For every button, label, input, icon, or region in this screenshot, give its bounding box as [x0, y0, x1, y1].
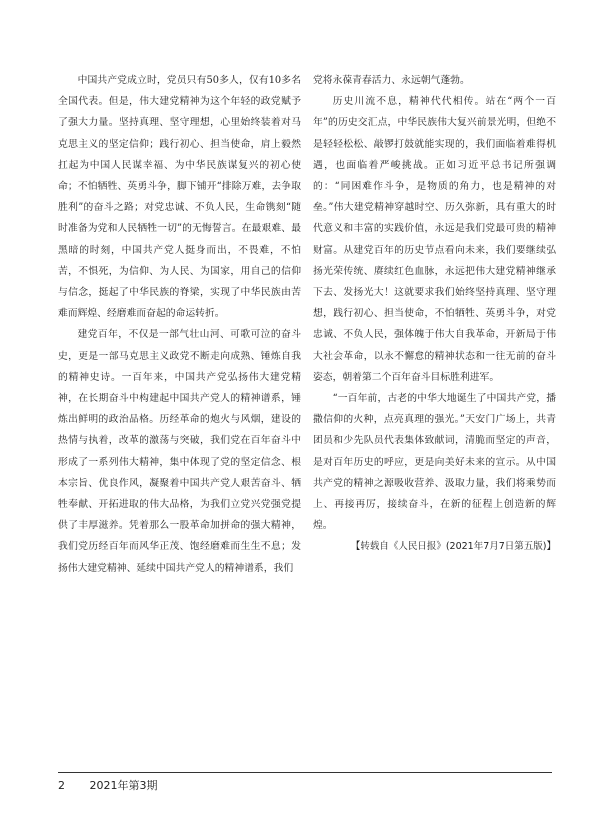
page-number: 2 — [58, 779, 65, 792]
paragraph-2-continued: 党将永葆青春活力、永远朝气蓬勃。 — [313, 75, 470, 86]
paragraph-2: 建党百年，不仅是一部气壮山河、可歌可泣的奋斗史，更是一部马克思主义政党不断走向成熟、锤炼自我的精神史诗。一百年来，中国共产党弘扬伟大建党精神，在长期奋斗中构建起中国共产党人的精神谱系，锤炼出鲜明的政治品格。历经革命的炮火与风烟，建设的热情与执着，改革的激荡与突破，我们党在百年奋斗中形成了一系列伟大精神，集中体现了党的坚定信念、根本宗旨、优良作风，凝聚着中国共产党人艰苦奋斗、牺牲奉献、开拓进取的伟大品格，为我们立党兴党强党提供了丰厚滋养。凭着那么一股革命加拼命的强大精神，我们党历经百年而风华正茂、饱经磨难而生生不息；发扬伟大建党精神、延续中国共产党人的精神谱系，我们 — [58, 329, 301, 574]
article-column-left — [58, 70, 301, 579]
source-citation: 【转载自《人民日报》(2021年7月7日第五版)】 — [350, 541, 556, 553]
page-footer — [58, 777, 158, 793]
article-column-right — [313, 70, 556, 558]
footer-divider — [58, 772, 552, 773]
paragraph-1: 中国共产党成立时，党员只有50多人，仅有10多名全国代表。但是，伟大建党精神为这个年轻的政党赋予了强大力量。坚持真理、坚守理想，心里始终装着对马克思主义的坚定信仰；践行初心、担当使命，肩上毅然扛起为中国人民谋幸福、为中华民族谋复兴的初心使命；不怕牺牲、英勇斗争，脚下铺开“排除万难，去争取胜利”的奋斗之路；对党忠诚、不负人民，生命镌刻“随时准备为党和人民牺牲一切”的无悔誓言。在最艰难、最黑暗的时刻，中国共产党人挺身而出，不畏难，不怕苦，不惧死，为信仰、为人民、为国家，用自己的信仰与信念，挺起了中华民族的脊梁，实现了中华民族由苦难而辉煌、经磨难而奋起的命运转折。 — [58, 75, 301, 320]
issue-label: 2021年第3期 — [89, 779, 158, 792]
paragraph-3: 历史川流不息，精神代代相传。站在“两个一百年”的历史交汇点，中华民族伟大复兴前景光明，但绝不是轻轻松松、敲锣打鼓就能实现的，我们面临着难得机遇，也面临着严峻挑战。正如习近平总书记所强调的：“同困难作斗争，是物质的角力，也是精神的对垒。”伟大建党精神穿越时空、历久弥新，具有重大的时代意义和丰富的实践价值，永远是我们党最可贵的精神财富。从建党百年的历史节点看向未来，我们要继续弘扬光荣传统、赓续红色血脉，永远把伟大建党精神继承下去、发扬光大！这就要求我们始终坚持真理、坚守理想，践行初心、担当使命，不怕牺牲、英勇斗争，对党忠诚、不负人民，强体魄于伟大自我革命，开新局于伟大社会革命，以永不懈怠的精神状态和一往无前的奋斗姿态，朝着第二个百年奋斗目标胜利进军。 — [313, 96, 556, 383]
paragraph-4: “一百年前，古老的中华大地诞生了中国共产党，播撒信仰的火种，点亮真理的强光。”天安门广场上，共青团员和少先队员代表集体致献词，清脆而坚定的声音，是对百年历史的呼应，更是向美好未来的宣示。从中国共产党的精神之源吸收营养、汲取力量，我们将乘势而上、再接再厉，接续奋斗，在新的征程上创造新的辉煌。 — [313, 393, 556, 532]
